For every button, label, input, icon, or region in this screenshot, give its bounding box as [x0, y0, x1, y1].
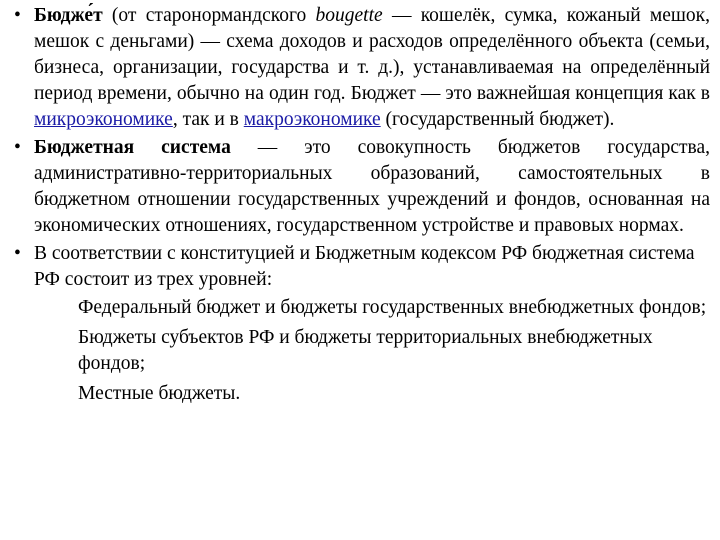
link-macroeconomics[interactable]: макроэкономике: [243, 109, 381, 130]
budget-definition-text: — кошелёк, сумка, кожаный мешок, мешок с деньгами) — схема доходов и расходов определённого объекта (семьи, бизнеса, организации, государства и т. д.), устанавливаемая на определённый период времени, обычно на один год. Бюджет — это важнейшая концепция как в: [34, 5, 710, 104]
link-microeconomics[interactable]: микроэкономике: [34, 109, 173, 130]
budget-etymology-prefix: (от старонормандского: [102, 5, 316, 26]
budget-between-links: , так и в: [172, 109, 244, 130]
rf-levels-text: В соответствии с конституцией и Бюджетным кодексом РФ бюджетная система РФ состоит из трех уровней:: [34, 243, 695, 290]
budget-definition-tail: (государственный бюджет).: [380, 109, 615, 130]
level-federal: Федеральный бюджет и бюджеты государственных внебюджетных фондов;: [78, 297, 707, 318]
level-item: [34, 381, 710, 407]
term-bougette: bougette: [315, 5, 383, 26]
level-regional: Бюджеты субъектов РФ и бюджеты территориальных внебюджетных фондов;: [78, 327, 653, 374]
bullet-rf-levels: [12, 241, 710, 293]
level-local: Местные бюджеты.: [78, 383, 241, 404]
level-item: [34, 295, 710, 321]
budget-system-text: — это совокупность бюджетов государства, административно-территориальных образований, самостоятельных в бюджетном отношении государственных учреждений и фондов, основанная на экономических отношениях, государственном устройстве и правовых нормах.: [34, 137, 710, 236]
term-budget: Бюдже́т: [34, 5, 103, 26]
bullet-budget-definition: [12, 3, 710, 133]
level-item: [34, 325, 710, 377]
term-budget-system: Бюджетная система: [34, 137, 231, 158]
bullet-budget-system: [12, 135, 710, 239]
